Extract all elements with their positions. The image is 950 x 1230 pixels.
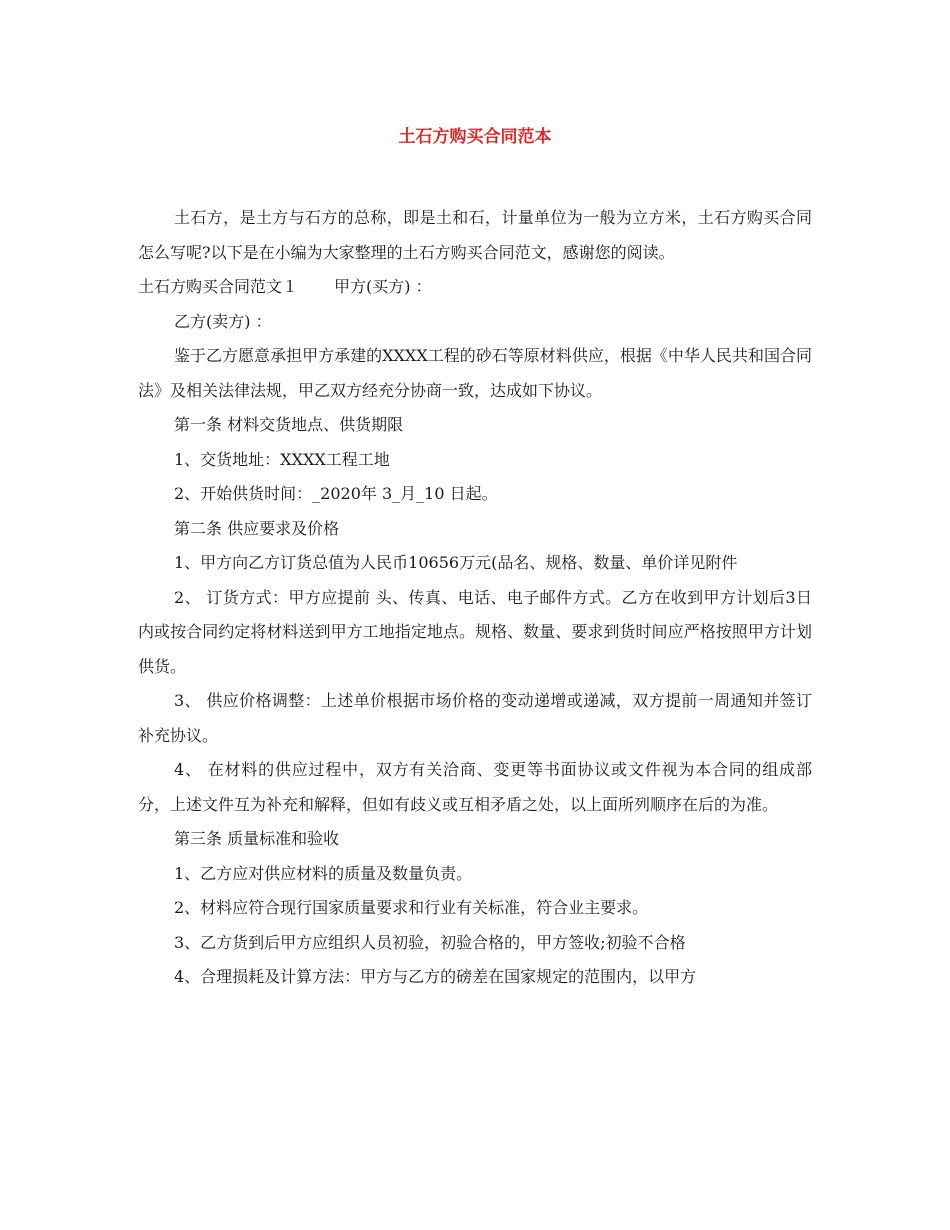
party-b-label: 乙方(卖方) ： [174,311,272,331]
preamble-paragraph: 鉴于乙方愿意承担甲方承建的XXXX工程的砂石等原材料供应，根据《中华人民共和国合同法》及相关法律法规，甲乙双方经充分协商一致，达成如下协议。 [138,346,812,400]
article-2-item-2: 2、 订货方式：甲方应提前 头、传真、电话、电子邮件方式。乙方在收到甲方计划后3日内或按合同约定将材料送到甲方工地指定地点。规格、数量、要求到货时间应严格按照甲方计划供货。 [138,587,812,676]
article-3-item-1: 1、乙方应对供应材料的质量及数量负责。 [174,863,473,883]
party-a-label: 甲方(买方) ： [334,277,432,296]
intro-paragraph: 土石方，是土方与石方的总称，即是土和石，计量单位为一般为立方米，土石方购买合同怎么写呢?以下是在小编为大家整理的土石方购买合同范文，感谢您的阅读。 [138,208,812,262]
article-2-item-3: 3、 供应价格调整：上述单价根据市场价格的变动递增或递减，双方提前一周通知并签订补充协议。 [138,691,812,745]
article-3-item-4: 4、合理损耗及计算方法：甲方与乙方的磅差在国家规定的范围内，以甲方 [174,967,697,986]
contract-sample-heading: 土石方购买合同范文１ [138,277,299,296]
contract-heading-line [138,270,812,305]
article-2-item-4: 4、 在材料的供应过程中，双方有关洽商、变更等书面协议或文件视为本合同的组成部分，上述文件互为补充和解释，但如有歧义或互相矛盾之处，以上面所列顺序在后的为准。 [138,760,812,814]
article-1-item-2: 2、开始供货时间：_2020年 3_月_10 日起。 [174,484,498,503]
article-1-title: 第一条 材料交货地点、供货期限 [174,415,404,434]
document-title: 土石方购买合同范本 [398,127,552,147]
article-2-title: 第二条 供应要求及价格 [174,518,340,538]
document-body [138,201,812,995]
article-3-item-2: 2、材料应符合现行国家质量要求和行业有关标准，符合业主要求。 [174,898,649,917]
article-3-title: 第三条 质量标准和验收 [174,829,340,848]
article-3-item-3: 3、乙方货到后甲方应组织人员初验，初验合格的，甲方签收;初验不合格 [174,932,686,952]
article-2-item-1: 1、甲方向乙方订货总值为人民币10656万元(品名、规格、数量、单价详见附件 [174,553,738,572]
article-1-item-1: 1、交货地址：XXXX工程工地 [174,449,390,469]
